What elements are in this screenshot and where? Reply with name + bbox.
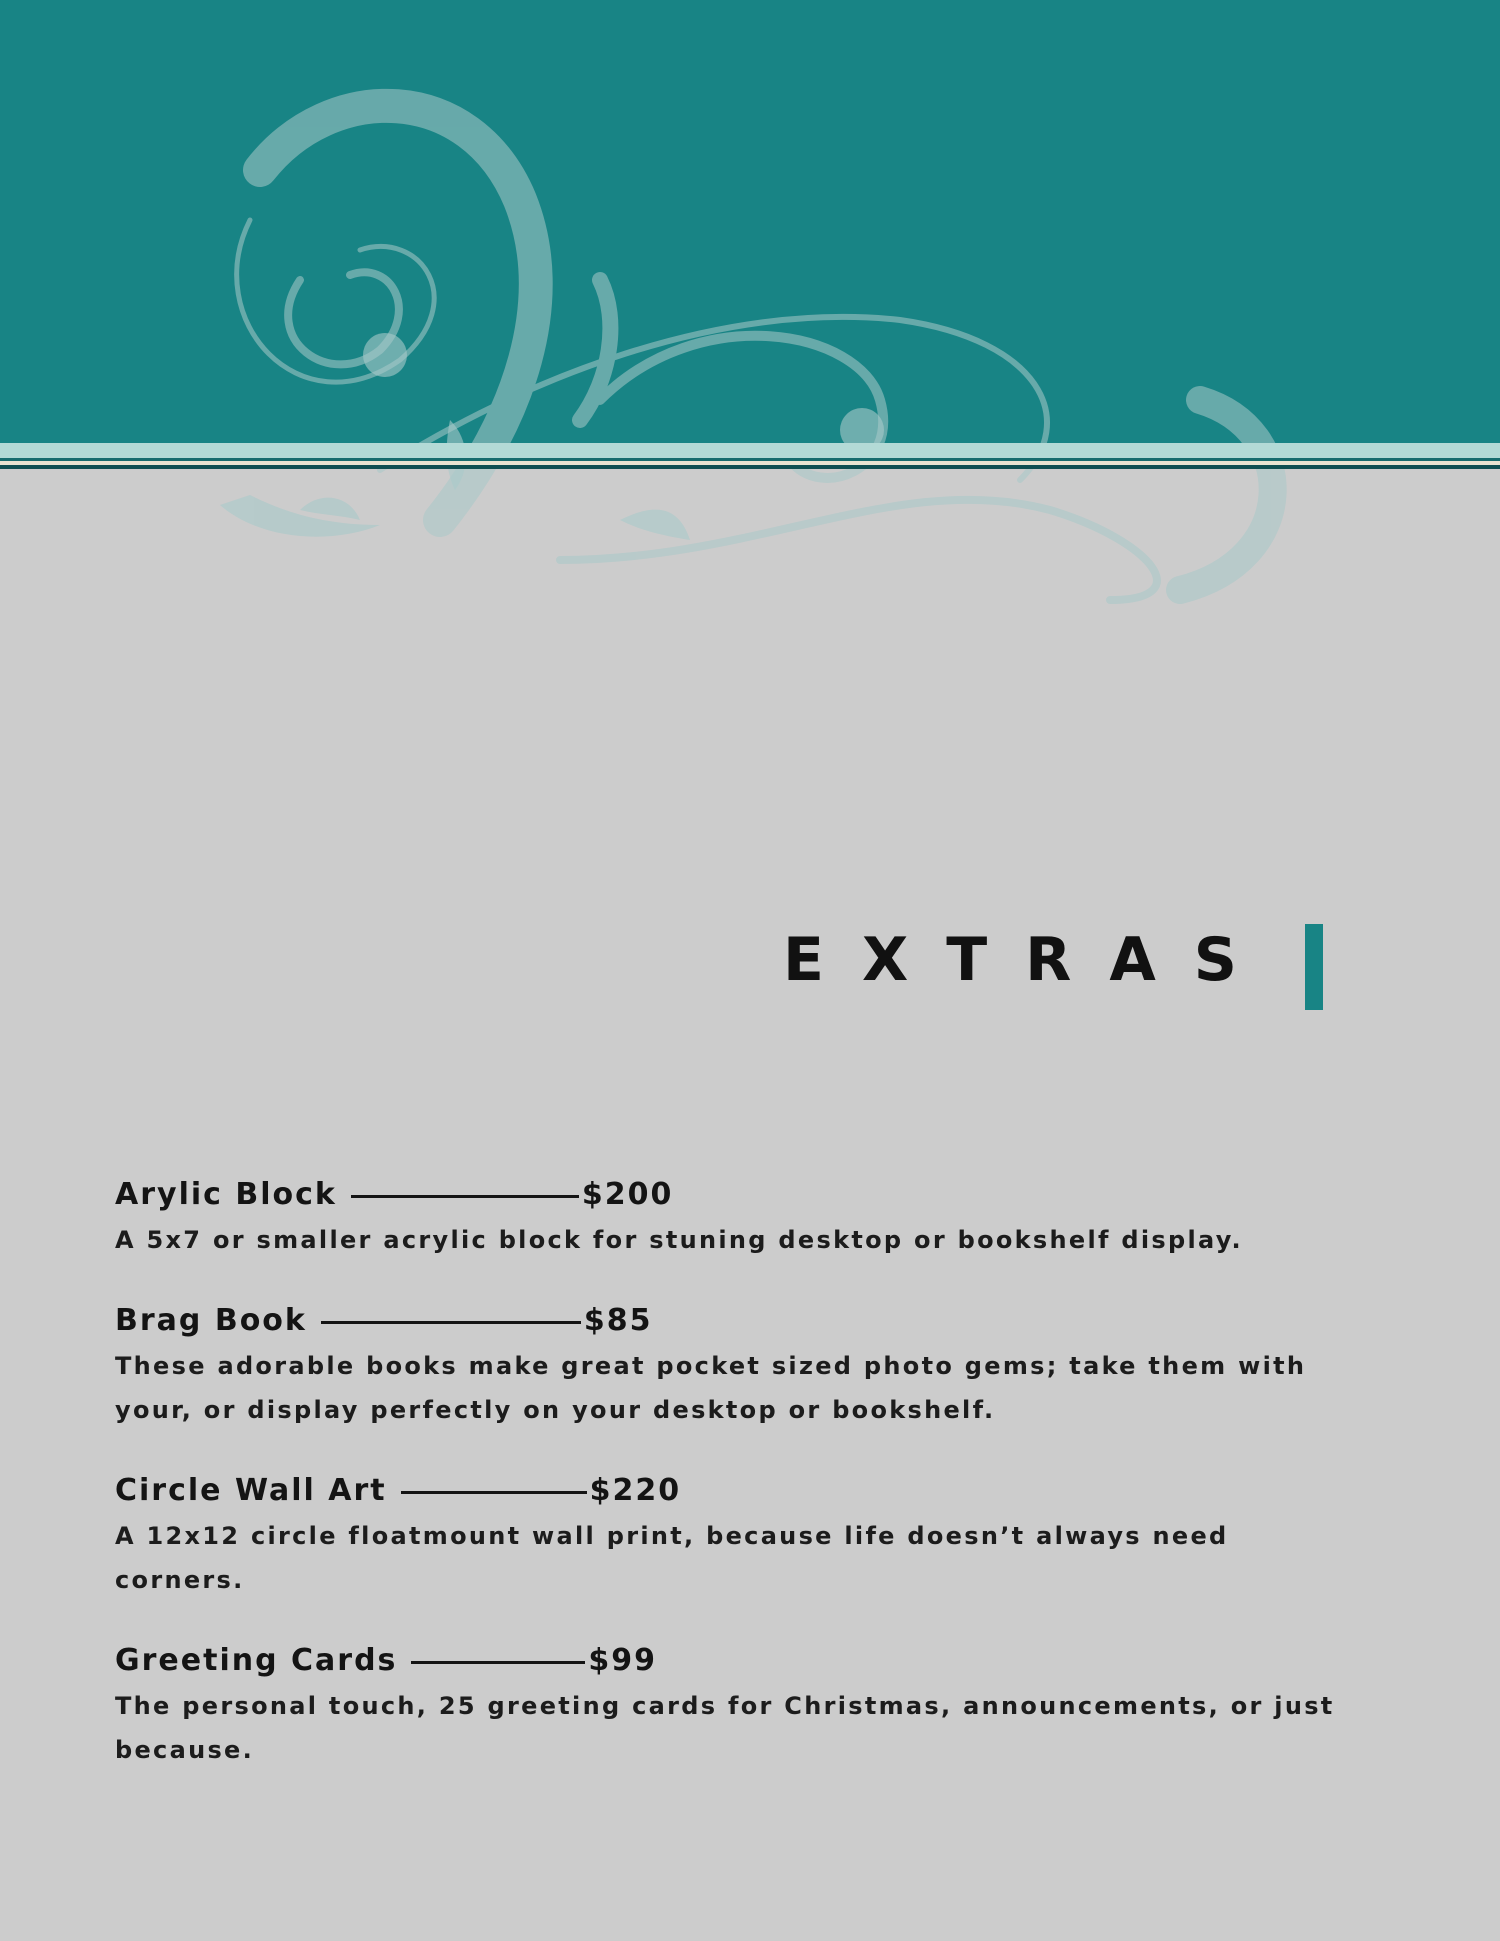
item-price: $85	[583, 1302, 653, 1338]
item-price: $220	[589, 1472, 682, 1508]
list-item	[115, 1300, 1345, 1432]
item-header	[115, 1174, 1345, 1214]
item-description: The personal touch, 25 greeting cards for Christmas, announcements, or just because.	[115, 1692, 1335, 1764]
price-leader-line	[321, 1321, 581, 1324]
item-price: $200	[581, 1176, 674, 1212]
extras-list	[115, 1174, 1345, 1810]
list-item	[115, 1470, 1345, 1602]
item-price: $99	[588, 1642, 658, 1678]
price-leader-line	[401, 1491, 587, 1494]
item-name: Greeting Cards	[115, 1642, 398, 1678]
price-leader-line	[351, 1195, 579, 1198]
item-header	[115, 1470, 1345, 1510]
item-description: These adorable books make great pocket sized photo gems; take them with your, or display perfectly on your desktop or bookshelf.	[115, 1352, 1307, 1424]
item-header	[115, 1640, 1345, 1680]
item-name: Arylic Block	[115, 1176, 337, 1212]
header-stripe-light	[0, 443, 1500, 458]
list-item	[115, 1640, 1345, 1772]
item-description: A 12x12 circle floatmount wall print, because life doesn’t always need corners.	[115, 1522, 1229, 1594]
price-leader-line	[411, 1661, 585, 1664]
page-title: EXTRAS	[782, 925, 1275, 995]
title-accent-bar	[1305, 924, 1323, 1010]
list-item	[115, 1174, 1345, 1262]
header-stripe-dark-bottom	[0, 465, 1500, 469]
item-name: Brag Book	[115, 1302, 307, 1338]
item-header	[115, 1300, 1345, 1340]
item-description: A 5x7 or smaller acrylic block for stuning desktop or bookshelf display.	[115, 1226, 1243, 1254]
swirl-ornament-icon	[0, 0, 1500, 640]
item-name: Circle Wall Art	[115, 1472, 387, 1508]
